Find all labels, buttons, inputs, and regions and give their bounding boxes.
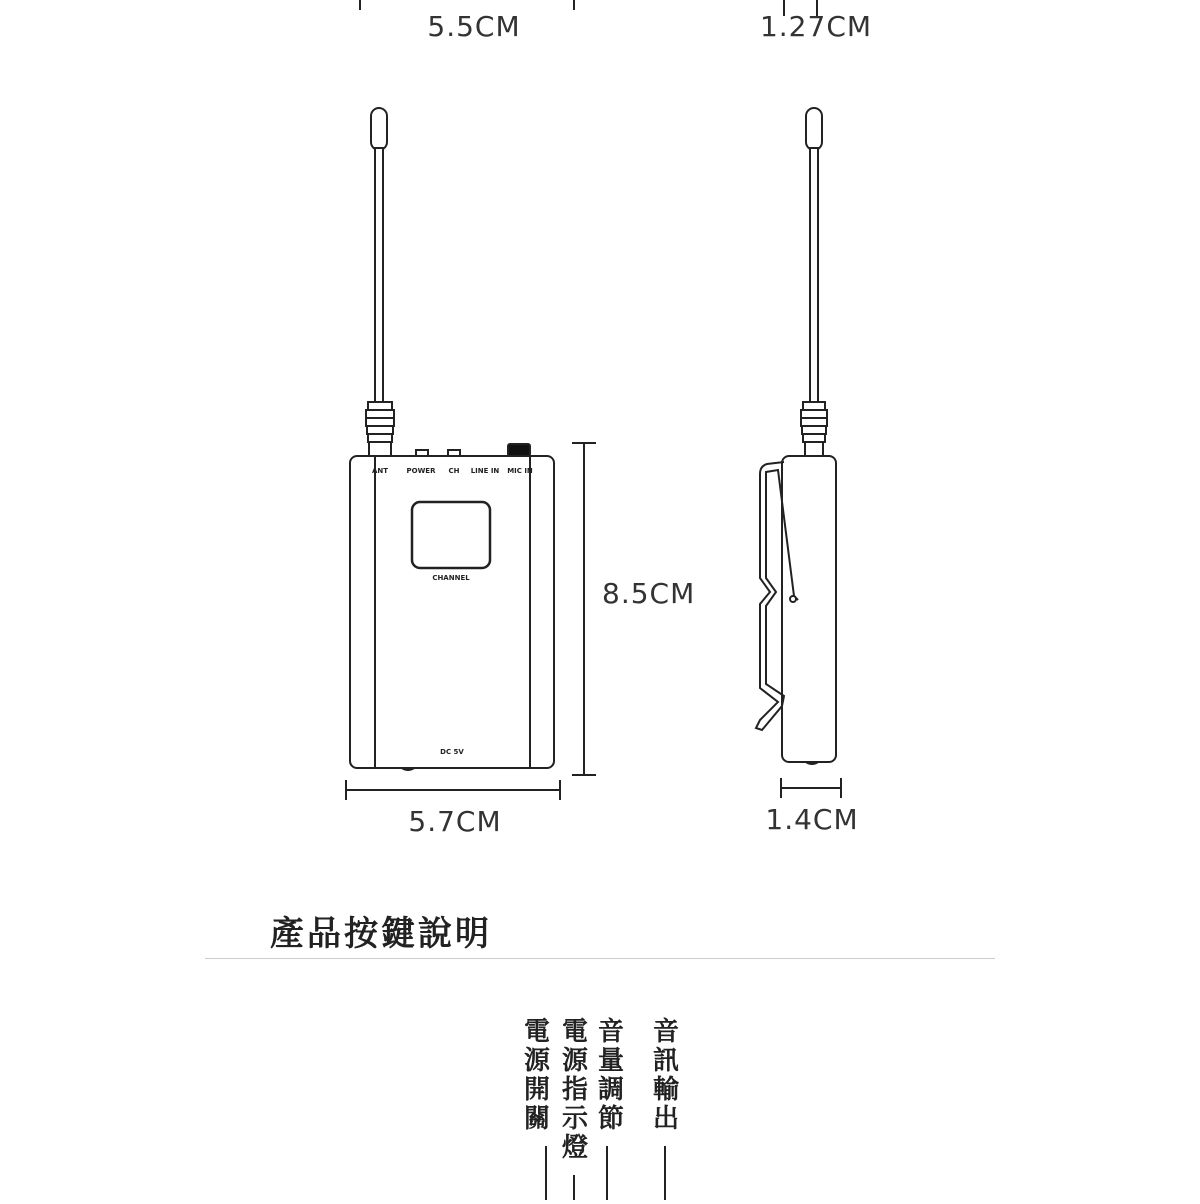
side-antenna-shaft	[810, 148, 818, 404]
dim-side-top-label: 1.27CM	[759, 10, 873, 43]
height-dimension	[572, 443, 596, 775]
dim-side-bottom-label: 1.4CM	[765, 803, 859, 836]
front-bottom-dimension	[346, 780, 560, 800]
channel-display	[412, 502, 490, 568]
front-view	[350, 108, 554, 770]
label-dc: DC 5V	[440, 748, 464, 756]
callout-power-switch: 電源開關	[523, 1017, 550, 1134]
side-body	[782, 456, 836, 762]
label-mic-in: MIC IN	[507, 467, 533, 475]
dim-height-label: 8.5CM	[602, 577, 696, 610]
callout-line-audio-output	[664, 1146, 666, 1200]
top-front-dimension	[360, 0, 574, 10]
dim-front-top-label: 5.5CM	[427, 10, 521, 43]
section-divider	[205, 958, 995, 959]
callout-volume-control: 音量調節	[597, 1017, 624, 1134]
label-ch: CH	[448, 467, 460, 475]
antenna-shaft	[375, 148, 383, 404]
callout-power-indicator: 電源指示燈	[561, 1017, 588, 1163]
antenna-tip	[371, 108, 387, 150]
side-antenna-tip	[806, 108, 822, 150]
label-line-in: LINE IN	[470, 467, 500, 475]
dim-front-bottom-label: 5.7CM	[408, 805, 502, 838]
mic-jack	[508, 444, 530, 456]
label-channel: CHANNEL	[432, 574, 470, 582]
label-ant: ANT	[371, 467, 389, 475]
section-title: 產品按鍵說明	[270, 914, 492, 954]
callout-audio-output: 音訊輸出	[652, 1017, 679, 1134]
callout-line-volume	[606, 1146, 608, 1200]
antenna-base	[368, 402, 392, 410]
side-view	[756, 108, 836, 764]
callout-line-power-switch	[545, 1146, 547, 1200]
label-power: POWER	[406, 467, 436, 475]
callout-line-power-indicator	[573, 1175, 575, 1200]
side-bottom-dimension	[781, 778, 841, 798]
